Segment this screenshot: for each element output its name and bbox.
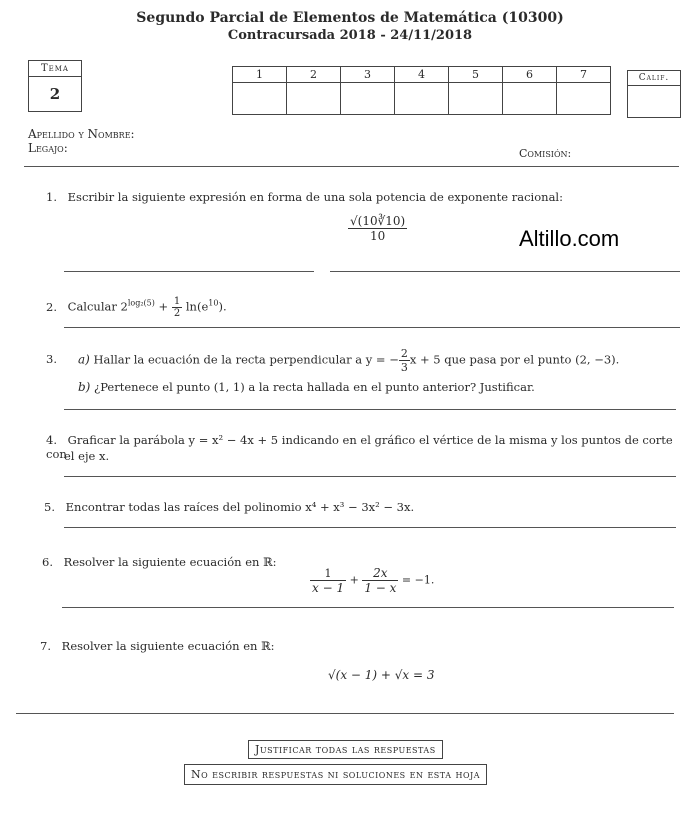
question-number: 4. [46,433,57,447]
q1-denominator: 10 [369,229,386,243]
question-5 [44,500,414,514]
question-text: Encontrar todas las raíces del polinomio x⁴ + x³ − 3x² − 3x. [65,500,415,514]
answer-line [64,527,676,528]
q6-rhs: = −1. [401,573,435,587]
grade-col-header: 3 [341,67,395,83]
tema-label: Tema [29,61,81,77]
q2-frac-bot: 2 [173,308,181,319]
grade-cell [503,83,557,115]
header-divider [24,166,679,167]
question-text: Resolver la siguiente ecuación en ℝ: [61,639,275,653]
question-number: 1. [46,190,57,204]
name-label: Apellido y Nombre: [28,127,135,141]
grade-col-header: 2 [287,67,341,83]
exam-title: Segundo Parcial de Elementos de Matemática (10300) [136,10,564,26]
question-number: 3. [46,352,57,366]
q2-prefix: Calcular 2 [67,299,128,314]
q3a-label: a) [78,352,90,367]
q2-plus: + [154,299,172,314]
calif-box [627,70,681,118]
q2-suffix: ln(e [182,299,209,314]
q3b-text: ¿Pertenece el punto (1, 1) a la recta hallada en el punto anterior? Justificar. [94,380,535,394]
answer-line [62,607,674,608]
q7-equation: √(x − 1) + √x = 3 [328,668,435,682]
grade-cell [449,83,503,115]
grade-col-header: 4 [395,67,449,83]
question-text: Escribir la siguiente expresión en forma de una sola potencia de exponente racional: [67,190,563,204]
grade-col-header: 6 [503,67,557,83]
grade-col-header: 7 [557,67,611,83]
q6-plus: + [349,573,359,587]
q1-numerator: √(10∛10) [350,214,406,228]
grade-cell [233,83,287,115]
answer-line [64,476,676,477]
exam-subtitle: Contracursada 2018 - 24/11/2018 [227,28,473,43]
grade-cell [395,83,449,115]
grade-col-header: 5 [449,67,503,83]
answer-line [64,271,314,272]
q3a-text-2: x + 5 que pasa por el punto (2, −3). [409,352,620,367]
question-text: Resolver la siguiente ecuación en ℝ: [63,555,277,569]
grade-cell [287,83,341,115]
q3b-label: b) [78,380,91,394]
question-number: 2. [46,299,57,314]
q2-power: 10 [208,298,219,308]
tema-box [28,60,82,112]
q6-equation [310,566,434,595]
q3a-text-1: Hallar la ecuación de la recta perpendicular a y = − [93,352,399,367]
legajo-label: Legajo: [28,141,68,155]
q6-t1-bot: x − 1 [312,580,345,595]
question-1 [46,190,563,204]
q4-text-1: Graficar la parábola y = x² − 4x + 5 indicando en el gráfico el vértice de la misma y los puntos de corte con [46,433,673,461]
question-3a [78,347,619,374]
question-7 [40,639,275,653]
question-number: 5. [44,500,55,514]
grade-col-header: 1 [233,67,287,83]
question-2 [46,296,227,319]
comision-label: Comisión: [519,147,572,160]
question-number: 6. [42,555,53,569]
footer-justify-note: Justificar todas las respuestas [248,740,443,759]
answer-line [64,327,680,328]
q6-t2-top: 2x [362,566,398,581]
answer-line [16,713,674,714]
watermark-text: Altillo.com [519,226,620,251]
grade-cell [341,83,395,115]
q3a-frac-bot: 3 [400,361,408,374]
q1-expression [348,214,407,243]
q3a-frac-top: 2 [400,347,408,360]
question-6 [42,555,277,569]
q6-t2-bot: 1 − x [364,581,397,595]
question-3b [78,380,535,394]
q2-exponent: log₂(5) [127,298,155,308]
q6-t1-top: 1 [310,567,346,581]
answer-line [64,409,676,410]
question-3 [46,352,64,366]
question-4 [46,433,686,461]
grade-table [232,66,611,115]
q4-text-2: el eje x. [64,449,110,463]
q2-end: ). [218,299,227,314]
answer-line [330,271,680,272]
calif-label: Calif. [628,71,680,86]
grade-cell [557,83,611,115]
question-number: 7. [40,639,51,653]
q2-frac-top: 1 [173,296,181,307]
tema-number: 2 [49,85,61,103]
footer-no-write-note: No escribir respuestas ni soluciones en esta hoja [184,764,487,785]
